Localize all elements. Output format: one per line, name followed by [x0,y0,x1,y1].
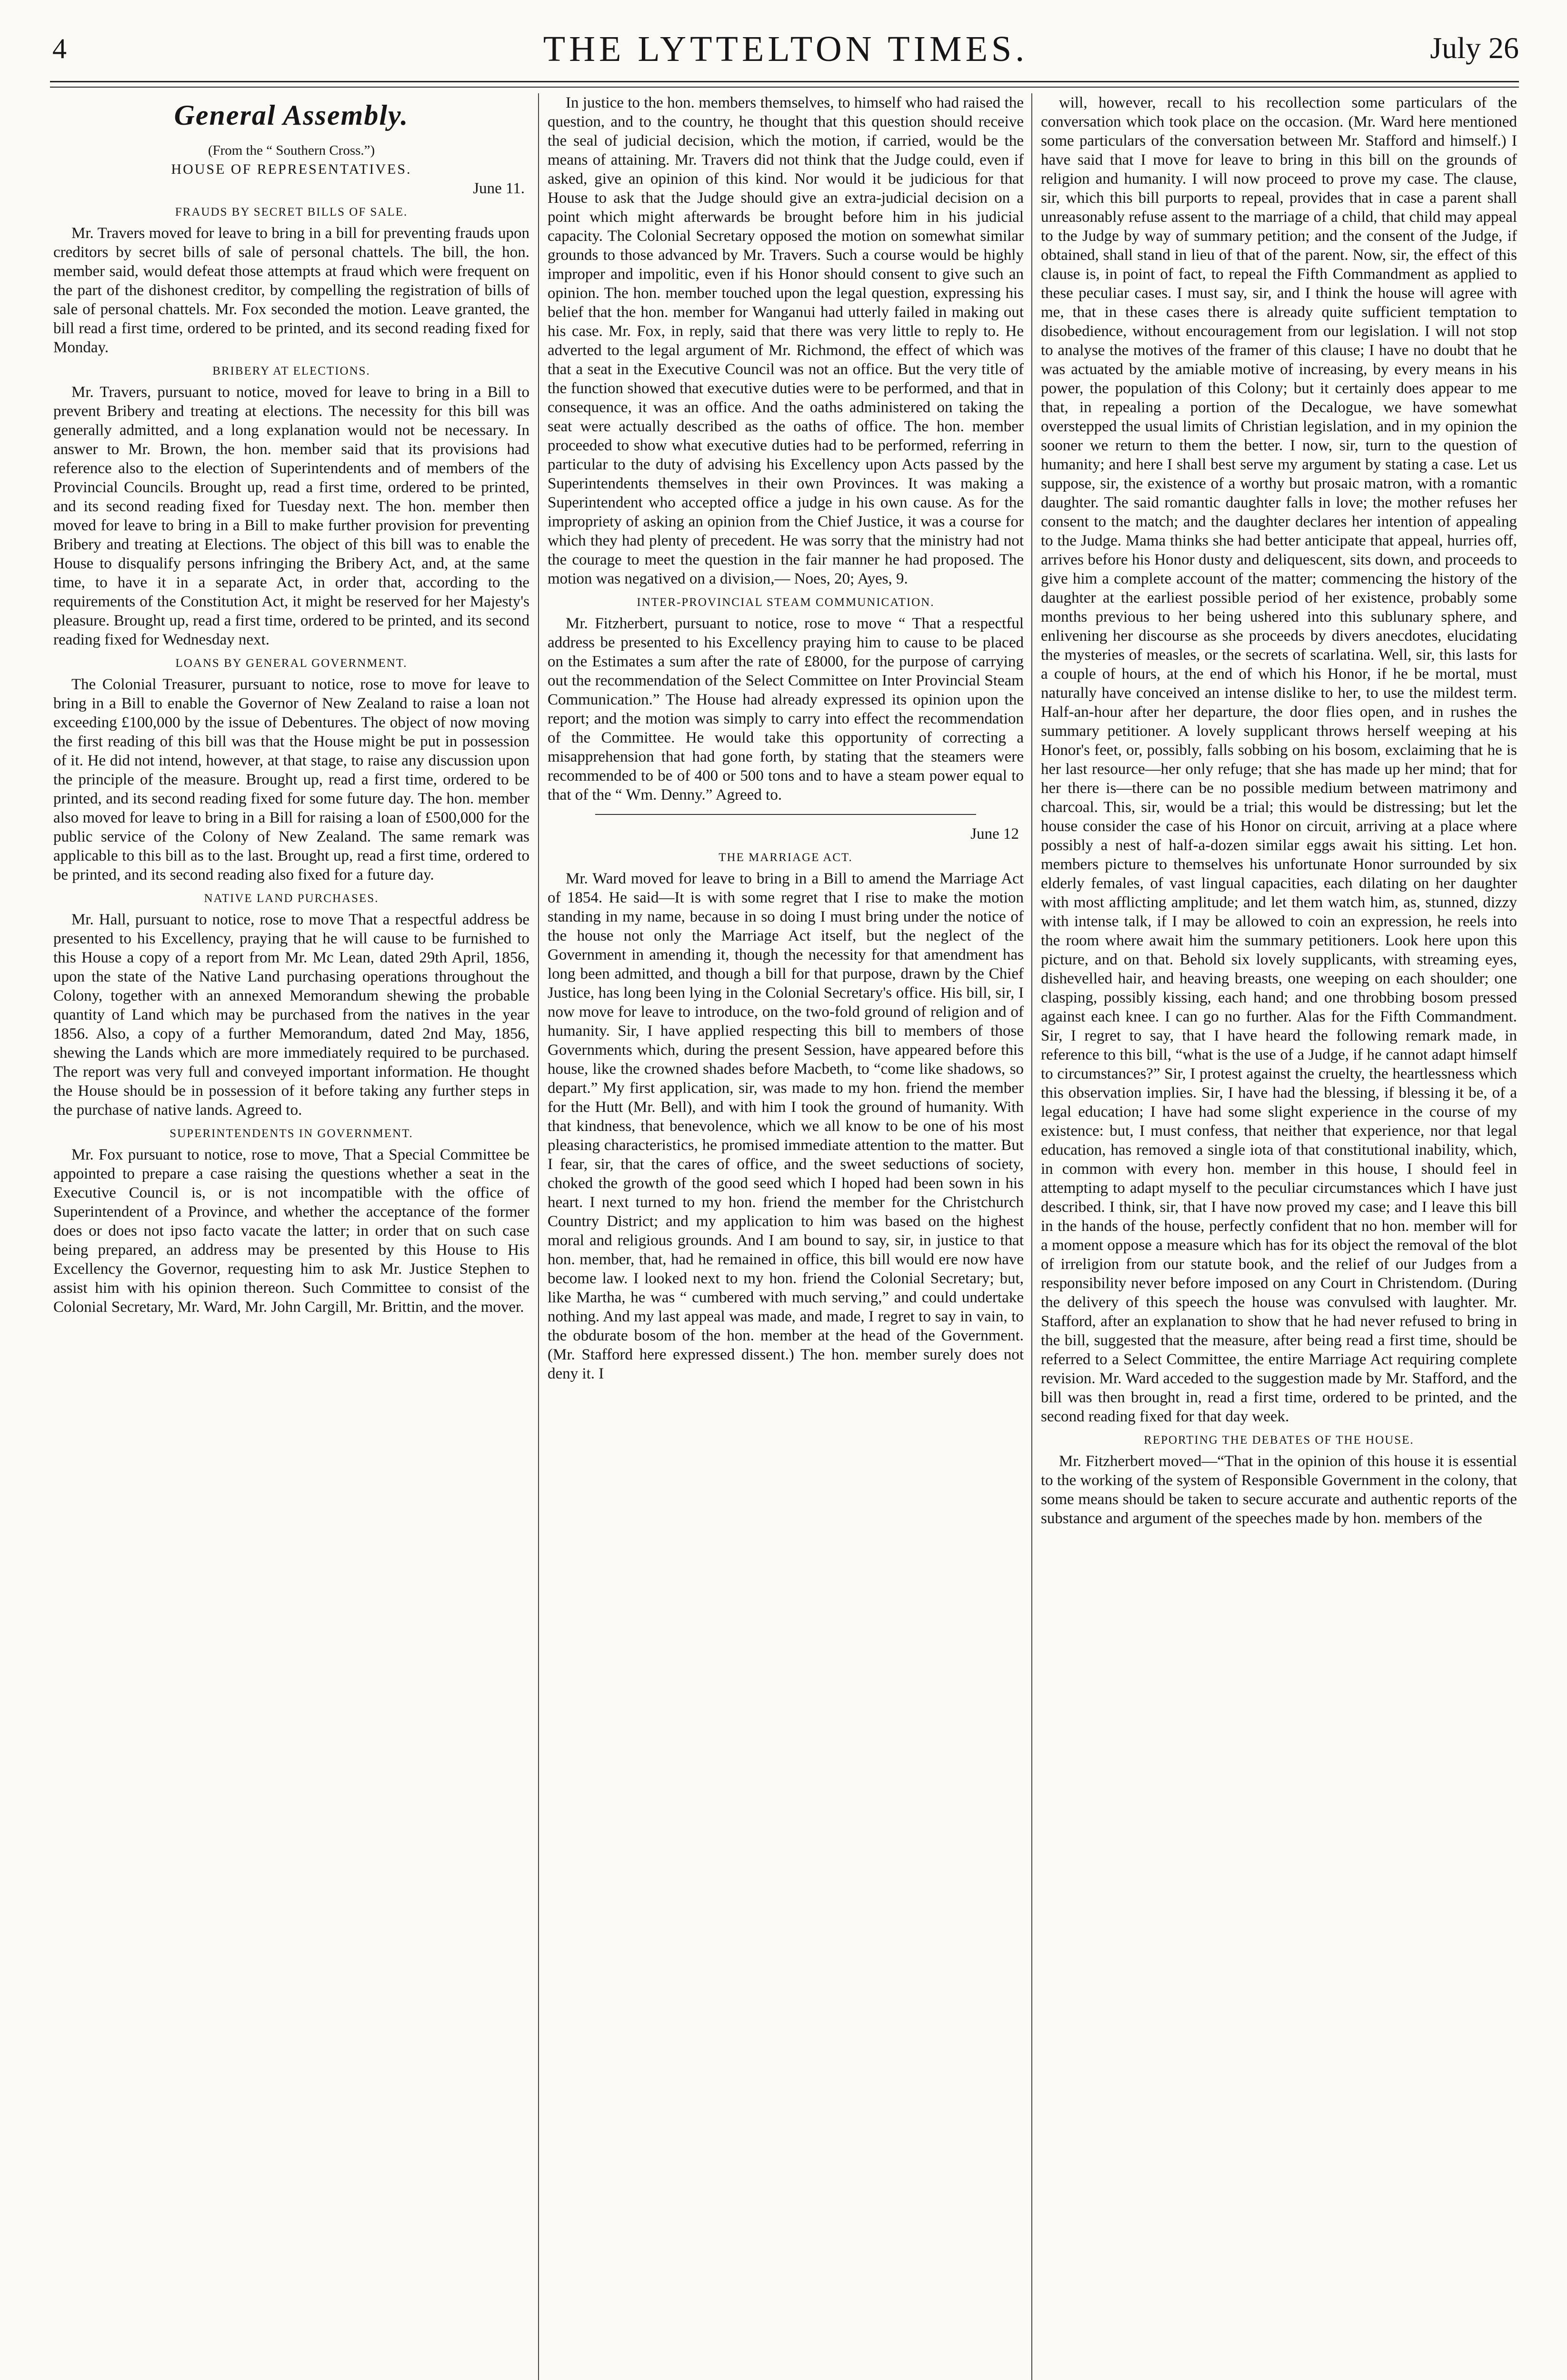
article-text: will, however, recall to his recollection some particulars of the conversation which took place on the occasion. (Mr. Ward here mentioned some particulars of the conversation between Mr. Stafford and himself.) I have said that I move for leave to bring in this bill on the grounds of religion and humanity. I will now proceed to prove my case. The clause, sir, which this bill purports to repeal, provides that in case a parent shall unreasonably refuse assent to the marriage of a child, that child may appeal to the Judge by way of summary petition; and the consent of the Judge, if obtained, shall stand in lieu of that of the parent. Now, sir, the effect of this clause is, in point of fact, to repeal the Fifth Commandment as applied to these peculiar cases. I must say, sir, and I think the house will agree with me, that in these cases there is already quite sufficient temptation to disobedience, without encouragement from our legislation. I will not stop to analyse the motives of the framer of this clause; I have no doubt that he was actuated by the amiable motive of increasing, by every means in his power, the population of this Colony; but it certainly does appear to me that, in repealing a portion of the Decalogue, we have somewhat overstepped the usual limits of Christian legislation, and in my opinion the sooner we return to them the better. I now, sir, turn to the question of humanity; and here I shall best serve my argument by stating a case. Let us suppose, sir, the existence of a worthy but prosaic matron, with a romantic daughter. The said romantic daughter falls in love; the mother refuses her consent to the match; and the daughter declares her intention of appealing to the Judge. Mama thinks she had better anticipate that appeal, hurries off, arrives before his Honor dusty and deliquescent, sits down, and proceeds to give him a complete account of the matter; commencing the history of the daughter at the earliest possible period of her existence, probably some months previous to her being ushered into this sublunary sphere, and enlivening her discourse as she proceeds by divers anecdotes, elucidating the mysteries of measles, or the secrets of scarlatina. Well, sir, this lasts for a couple of hours, at the end of which his Honor, if he be mortal, must naturally have conceived an intense dislike to her, to use the mildest term. Half-an-hour after her departure, the door flies open, and in rushes the summary petitioner. A lovely supplicant throws herself weeping at his Honor's feet, or, possibly, falls sobbing on his bosom, exclaiming that he is her last resource—her only refuge; that she has made up her mind; that for her there is—there can be no possible medium between matrimony and charcoal. This, sir, would be a trial; this would be distressing; but let the house consider the case of his Honor on circuit, arriving at a place where possibly a nest of half-a-dozen similar eggs await his sitting. Let hon. members picture to themselves his unfortunate Honor surrounded by six elderly females, of vast lingual capacities, each dilating on her daughter with most afflicting amplitude; and let them watch him, as, stunned, dizzy with intense talk, if I may be allowed to coin an expression, he reels into the room where await him the summary petitioners. Look here upon this picture, and on that. Behold six lovely supplicants, with streaming eyes, dishevelled hair, and heaving breasts, one weeping on each shoulder; one clasping, possibly kissing, each hand; and one throbbing bosom pressed against each knee. I can go no further. Alas for the Fifth Commandment. Sir, I regret to say, that I have heard the following remark made, in reference to this bill, “what is the use of a Judge, if he cannot adapt himself to circumstances?” Sir, I protest against the cruelty, the heartlessness which this observation implies. Sir, I have had the blessing, if blessing it be, of a legal education; I have had some slight experience in the course of my existence: but, I must confess, that neither that experience, nor that legal education, has removed a single iota of that constitutional inability, which, in common with every hon. member in this house, I should feel in attempting to adapt myself to the peculiar circumstances which I have just described. I think, sir, that I have now proved my case; and I leave this bill in the hands of the house, perfectly confident that no hon. member will for a moment oppose a measure which has for its object the removal of the blot of irreligion from our statute book, and the relief of our Judges from a responsibility never before imposed on any Court in Christendom. (During the delivery of this speech the house was convulsed with laughter. Mr. Stafford, after an explanation to show that he had never refused to bring in the bill, suggested that the measure, after being read a first time, should be referred to a Select Committee, the entire Marriage Act requiring complete revision. Mr. Ward acceded to the suggestion made by Mr. Stafford, and the bill was then brought in, read a first time, ordered to be printed, and the second reading fixed for that day week. [1041,94,1517,1425]
article-text: Mr. Travers moved for leave to bring in a bill for preventing frauds upon creditors by secret bills of sale of personal chattels. The bill, the hon. member said, would defeat those attempts at fraud which were frequent on the part of the dishonest creditor, by compelling the registration of bills of sale of personal chattels. Mr. Fox seconded the motion. Leave granted, the bill read a first time, ordered to be printed, and its second reading fixed for Monday. [53,225,529,356]
house-title: HOUSE OF REPRESENTATIVES. [171,161,412,177]
page-number: 4 [52,33,67,64]
masthead-rule-thin [50,87,1519,88]
issue-date: July 26 [1430,31,1519,65]
source-note: (From the “ Southern Cross.”) [208,143,375,158]
subheading: BRIBERY AT ELECTIONS. [212,365,370,377]
column-separator [1031,93,1032,2380]
article-text: Mr. Fitzherbert moved—“That in the opinion of this house it is essential to the working of the system of Responsible Government in the colony, that some means should be taken to secure accurate and authentic reports of the substance and argument of the speeches made by hon. members of the [1041,1453,1517,1527]
subheading: FRAUDS BY SECRET BILLS OF SALE. [175,206,408,218]
subheading: REPORTING THE DEBATES OF THE HOUSE. [1144,1434,1414,1447]
section-heading: General Assembly. [174,99,409,131]
column-2 [548,93,1024,2380]
article-text: Mr. Travers, pursuant to notice, moved for leave to bring in a Bill to prevent Bribery and treating at elections. The necessity for this bill was generally admitted, and a long explanation would not be necessary. In answer to Mr. Brown, the hon. member said that its provisions had reference also to the election of Superintendents and of members of the Provincial Councils. Brought up, read a first time, ordered to be printed, and its second reading fixed for Tuesday next. The hon. member then moved for leave to bring in a Bill to make further provision for preventing Bribery and treating at Elections. The object of this bill was to enable the House to disqualify persons infringing the Bribery Act, and, at the same time, to have it in a separate Act, in order that, according to the requirements of the Constitution Act, it might be reserved for her Majesty's pleasure. Brought up, read a first time, ordered to be printed, and its second reading fixed for Wednesday next. [53,384,529,648]
article-text: The Colonial Treasurer, pursuant to notice, rose to move for leave to bring in a Bill to enable the Governor of New Zealand to raise a loan not exceeding £100,000 by the issue of Debentures. The object of now moving the first reading of this bill was that the House might be put in possession of it. He did not intend, however, at that stage, to raise any discussion upon the principle of the measure. Brought up, read a first time, ordered to be printed, and its second reading fixed for some future day. The hon. member also moved for leave to bring in a Bill for raising a loan of £500,000 for the public service of the Colony of New Zealand. The same remark was applicable to this bill as to the last. Brought up, read a first time, ordered to be printed, and its second reading also fixed for a future day. [53,676,529,883]
article-text: In justice to the hon. members themselves, to himself who had raised the question, and to the country, he thought that this question should receive the seal of judicial decision, which the motion, if carried, would be the means of attaining. Mr. Travers did not think that the Judge could, even if asked, give an opinion of this kind. Nor would it be judicious for that House to ask that the Judge should give an extra-judicial decision on a point which might afterwards be brought before him in his judicial capacity. The Colonial Secretary opposed the motion on somewhat similar grounds to those advanced by Mr. Travers. Such a course would be highly improper and impolitic, even if his Honor should consent to give such an opinion. The hon. member touched upon the legal question, expressing his belief that the hon. member for Wanganui had utterly failed in making out his case. Mr. Fox, in reply, said that there was very little to reply to. He adverted to the legal argument of Mr. Richmond, the effect of which was that a seat in the Executive Council was not an office. But the very title of the function showed that executive duties were to be performed, and that in consequence, it was an office. And the oaths administered on taking the seat were actually described as the oaths of office. The hon. member proceeded to show what executive duties had to be performed, referring in particular to the duty of advising his Excellency upon Acts passed by the Superintendents themselves in their own Provinces. It was making a Superintendent who accepted office a judge in his own cause. As for the impropriety of asking an opinion from the Chief Justice, it was a course for which they had plenty of precedent. He was sorry that the ministry had not the courage to meet the question in the fair manner he had proposed. The motion was negatived on a division,— Noes, 20; Ayes, 9. [548,94,1024,587]
article-text: Mr. Ward moved for leave to bring in a Bill to amend the Marriage Act of 1854. He said—It is with some regret that I rise to make the motion standing in my name, because in so doing I must bring under the notice of the house not only the Marriage Act itself, but the neglect of the Government in amending it, though the necessity for that amendment has long been admitted, and though a bill for that purpose, drawn by the Chief Justice, has long been lying in the Colonial Secretary's office. His bill, sir, I now move for leave to introduce, on the two-fold ground of religion and of humanity. Sir, I have applied respecting this bill to members of those Governments which, during the present Session, have appeared before this house, like the crowned shades before Macbeth, to “come like shadows, so depart.” My first application, sir, was made to my hon. friend the member for the Hutt (Mr. Bell), and with him I took the ground of humanity. With that kindness, that benevolence, which we all know to be one of his most pleasing characteristics, he promised immediate attention to the matter. But I fear, sir, that the cares of office, and the sweet seductions of society, choked the growth of the good seed which I hoped had been sown in his heart. I next turned to my hon. friend the member for the Christchurch Country District; and my application to him was based on the highest moral and religious grounds. And I am bound to say, sir, in justice to that hon. member, that, had he remained in office, this bill would ere now have become law. I looked next to my hon. friend the Colonial Secretary; but, like Martha, he was “ cumbered with much serving,” and could undertake nothing. And my last appeal was made, and made, I regret to say in vain, to the obdurate bosom of the hon. member at the head of the Government. (Mr. Stafford here expressed dissent.) The hon. member surely does not deny it. I [548,870,1024,1382]
session-date: June 11. [473,180,525,197]
subheading: INTER-PROVINCIAL STEAM COMMUNICATION. [637,596,935,609]
subheading: LOANS BY GENERAL GOVERNMENT. [175,657,408,670]
article-text: Mr. Fox pursuant to notice, rose to move, That a Special Committee be appointed to prepare a case raising the questions whether a seat in the Executive Council is, or is not incompatible with the office of Superintendent of a Province, and whether the acceptance of the former does or does not ipso facto vacate the latter; in order that on such case being prepared, an address may be presented by this House to His Excellency the Governor, requesting him to ask Mr. Justice Stephen to assist him with his opinion thereon. Such Committee to consist of the Colonial Secretary, Mr. Ward, Mr. John Cargill, Mr. Brittin, and the mover. [53,1146,529,1316]
subheading: THE MARRIAGE ACT. [719,851,853,864]
masthead-rule [50,81,1519,82]
newspaper-title: THE LYTTELTON TIMES. [543,29,1028,69]
masthead [52,29,1519,81]
column-separator [538,93,539,2380]
article-text: Mr. Hall, pursuant to notice, rose to move That a respectful address be presented to his Excellency, praying that he will cause to be furnished to this House a copy of a report from Mr. Mc Lean, dated 29th April, 1856, upon the state of the Native Land purchasing operations throughout the Colony, together with an annexed Memorandum shewing the probable quantity of Land which may be purchased from the natives in the year 1856. Also, a copy of a further Memorandum, dated 2nd May, 1856, shewing the Lands which are more immediately required to be purchased. The report was very full and conveyed important information. He thought the House should be in possession of it before taking any further steps in the purchase of native lands. Agreed to. [53,911,529,1119]
section-divider [595,814,976,815]
column-3 [1041,93,1517,2380]
subheading: SUPERINTENDENTS IN GOVERNMENT. [170,1127,413,1140]
article-text: Mr. Fitzherbert, pursuant to notice, rose to move “ That a respectful address be presented to his Excellency praying him to cause to be placed on the Estimates a sum after the rate of £8000, for the purpose of carrying out the recommendation of the Select Committee on Inter Provincial Steam Communication.” The House had already expressed its opinion upon the report; and the motion was simply to carry into effect the recommendation of the Committee. He would take this opportunity of correcting a misapprehension that had gone forth, by stating that the steamers were recommended to be of 400 or 500 tons and to have a steam power equal to that of the “ Wm. Denny.” Agreed to. [548,615,1024,803]
column-1 [53,93,529,2380]
session-date: June 12 [970,825,1019,843]
subheading: NATIVE LAND PURCHASES. [204,892,379,905]
